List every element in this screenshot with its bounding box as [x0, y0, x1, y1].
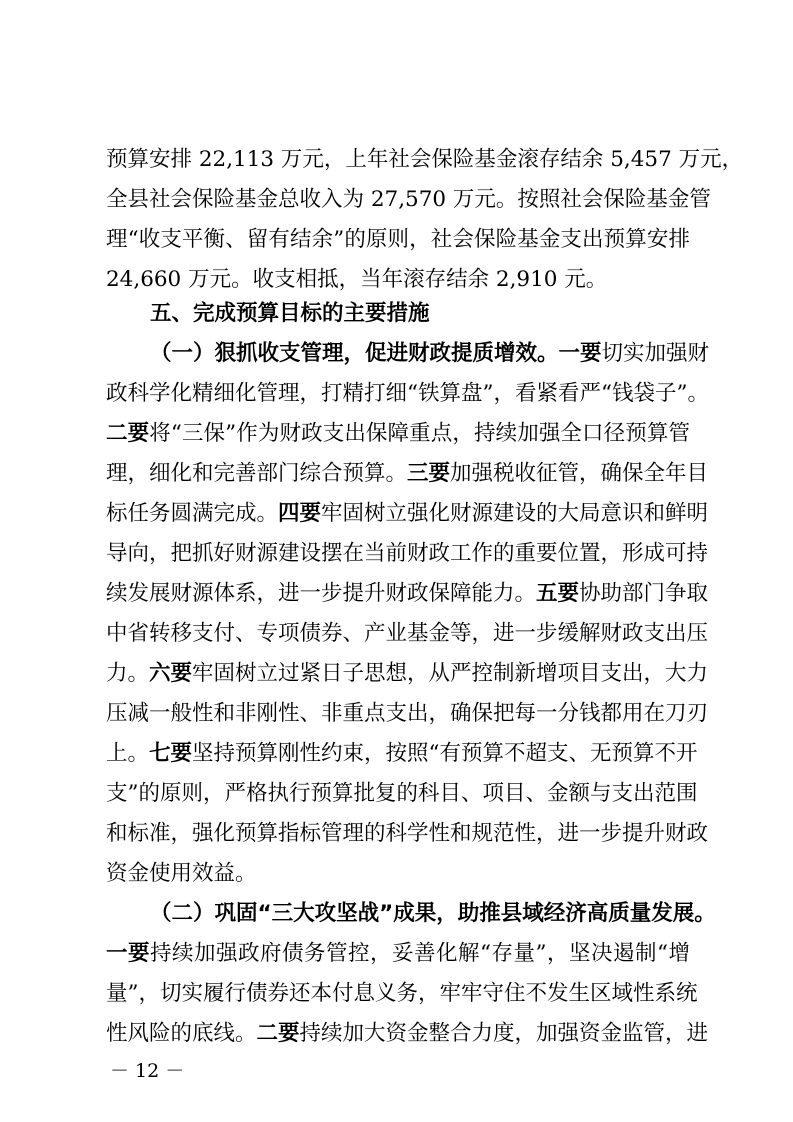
bold-lead: 三要: [407, 461, 451, 486]
bold-lead: 二要: [106, 421, 150, 446]
bold-lead: 七要: [149, 741, 193, 766]
bold-lead: 六要: [149, 661, 193, 686]
text-run: 理，细化和完善部门综合预算。: [106, 461, 408, 486]
text-line-8: [106, 420, 690, 448]
text-run: 牢固树立过紧日子思想，从严控制新增项目支出，大力: [192, 661, 709, 686]
bold-lead: （一）狠抓收支管理，促进财政提质增效。一要: [150, 341, 602, 366]
text-run: 标任务圆满完成。: [106, 501, 279, 526]
text-run: 切实加强财: [601, 341, 710, 366]
text-line-3: 理“收支平衡、留有结余”的原则，社会保险基金支出预算安排: [106, 227, 690, 252]
bold-lead: 一要: [106, 941, 151, 966]
text-line-11: 导向，把抓好财源建设摆在当前财政工作的重要位置，形成可持: [106, 541, 709, 566]
text-line-18: 和标准，强化预算指标管理的科学性和规范性，进一步提升财政: [106, 821, 709, 846]
section-heading: 五、完成预算目标的主要措施: [150, 301, 430, 326]
text-run: 牢固树立强化财源建设的大局意识和鲜明: [321, 501, 709, 526]
text-run: 将“三保”作为财政支出保障重点，持续加强全口径预算管: [149, 421, 690, 446]
text-run: 续发展财源体系，进一步提升财政保障能力。: [106, 581, 537, 606]
text-line-22: 量”，切实履行债券还本付息义务，牢牢守住不发生区域性系统: [106, 981, 698, 1006]
text-line-2: 全县社会保险基金总收入为 27,570 万元。按照社会保险基金管: [106, 187, 711, 212]
text-line-17: 支”的原则，严格执行预算批复的科目、项目、金额与支出范围: [106, 781, 698, 806]
bold-lead: 五要: [536, 581, 580, 606]
text-line-23: [106, 1020, 709, 1048]
text-line-14: [106, 660, 709, 688]
text-run: 加强税收征管，确保全年目: [450, 461, 709, 486]
text-line-7: 政科学化精细化管理，打精打细“铁算盘”，看紧看严“钱袋子”。: [106, 381, 709, 406]
text-run: 持续加强政府债务管控，妥善化解“存量”，坚决遏制“增: [150, 941, 690, 966]
text-run: 坚持预算刚性约束，按照“有预算不超支、无预算不开: [192, 741, 698, 766]
text-run: 上。: [106, 741, 150, 766]
bold-lead: 二要: [256, 1021, 300, 1046]
text-line-1: 预算安排 22,113 万元，上年社会保险基金滚存结余 5,457 万元，: [106, 147, 744, 172]
page-number: － 12 －: [110, 1060, 185, 1082]
text-line-15: 压减一般性和非刚性、非重点支出，确保把每一分钱都用在刀刃: [106, 701, 709, 726]
subsection-heading-2: [150, 900, 716, 928]
subsection-heading-1: [150, 340, 710, 368]
text-line-21: [106, 940, 690, 968]
text-line-13: 中省转移支付、专项债券、产业基金等，进一步缓解财政支出压: [106, 621, 709, 646]
text-line-16: [106, 740, 698, 768]
text-line-12: [106, 580, 709, 608]
text-line-10: [106, 500, 709, 528]
text-line-19: 资金使用效益。: [106, 861, 257, 886]
text-line-4: 24,660 万元。收支相抵，当年滚存结余 2,910 元。: [106, 267, 608, 292]
text-run: 持续加大资金整合力度，加强资金监管，进: [299, 1021, 709, 1046]
text-line-9: [106, 460, 709, 488]
text-run: 性风险的底线。: [106, 1021, 257, 1046]
text-run: 协助部门争取: [579, 581, 709, 606]
bold-lead: （二）巩固“三大攻坚战”成果，助推县域经济高质量发展。: [150, 901, 716, 926]
bold-lead: 四要: [278, 501, 322, 526]
text-run: 力。: [106, 661, 150, 686]
